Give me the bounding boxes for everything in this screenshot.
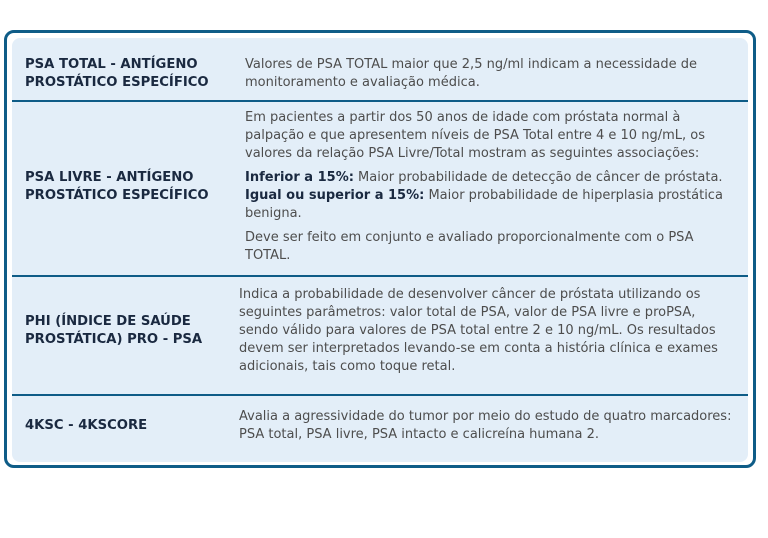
row-intro-text: Em pacientes a partir dos 50 anos de idade com próstata normal à palpação e que apresentem níveis de PSA Total entre 4 e 10 ng/mL, os valores da relação PSA Livre/Total mostram as seguintes associações: [245, 110, 705, 161]
table-row-4kscore [25, 398, 736, 454]
row-text: Avalia a agressividade do tumor por meio do estudo de quatro marcadores: PSA total, PSA livre, PSA intacto e calicreína humana 2. [239, 409, 732, 442]
info-table-frame [4, 30, 756, 468]
row-description [245, 56, 736, 92]
row-conditions [245, 169, 736, 223]
row-text: Valores de PSA TOTAL maior que 2,5 ng/ml indicam a necessidade de monitoramento e avaliação médica. [245, 57, 697, 90]
row-description [239, 286, 736, 376]
condition-1-text: Maior probabilidade de detecção de câncer de próstata. [353, 170, 723, 185]
row-description [239, 408, 736, 444]
row-label: PSA LIVRE - ANTÍGENO PROSTÁTICO ESPECÍFICO [25, 170, 209, 203]
condition-2-label: Igual ou superior a 15%: [245, 188, 425, 203]
row-label: 4KSC - 4KSCORE [25, 418, 148, 433]
row-divider [12, 394, 748, 396]
row-note-text: Deve ser feito em conjunto e avaliado proporcionalmente com o PSA TOTAL. [245, 230, 694, 263]
table-row-phi [25, 283, 736, 379]
row-text: Indica a probabilidade de desenvolver câncer de próstata utilizando os seguintes parâmetros: valor total de PSA, valor de PSA livre e proPSA, sendo válido para valores de PSA total entre 2 e 10 ng/mL. Os resultados devem ser interpretados levando-se em conta a história clínica e exames adicionais, tais como toque retal. [239, 287, 718, 374]
row-label: PSA TOTAL - ANTÍGENO PROSTÁTICO ESPECÍFICO [25, 57, 209, 90]
condition-2-text: Maior probabilidade de hiperplasia prostática benigna. [245, 188, 723, 221]
row-divider [12, 275, 748, 277]
condition-1-label: Inferior a 15%: [245, 170, 354, 185]
table-row-psa-total [25, 52, 736, 96]
row-divider [12, 100, 748, 102]
table-row-psa-livre [25, 104, 736, 270]
row-label: PHI (ÍNDICE DE SAÚDE PROSTÁTICA) PRO - PSA [25, 314, 203, 347]
info-table-panel [12, 38, 748, 462]
row-description [245, 109, 736, 265]
